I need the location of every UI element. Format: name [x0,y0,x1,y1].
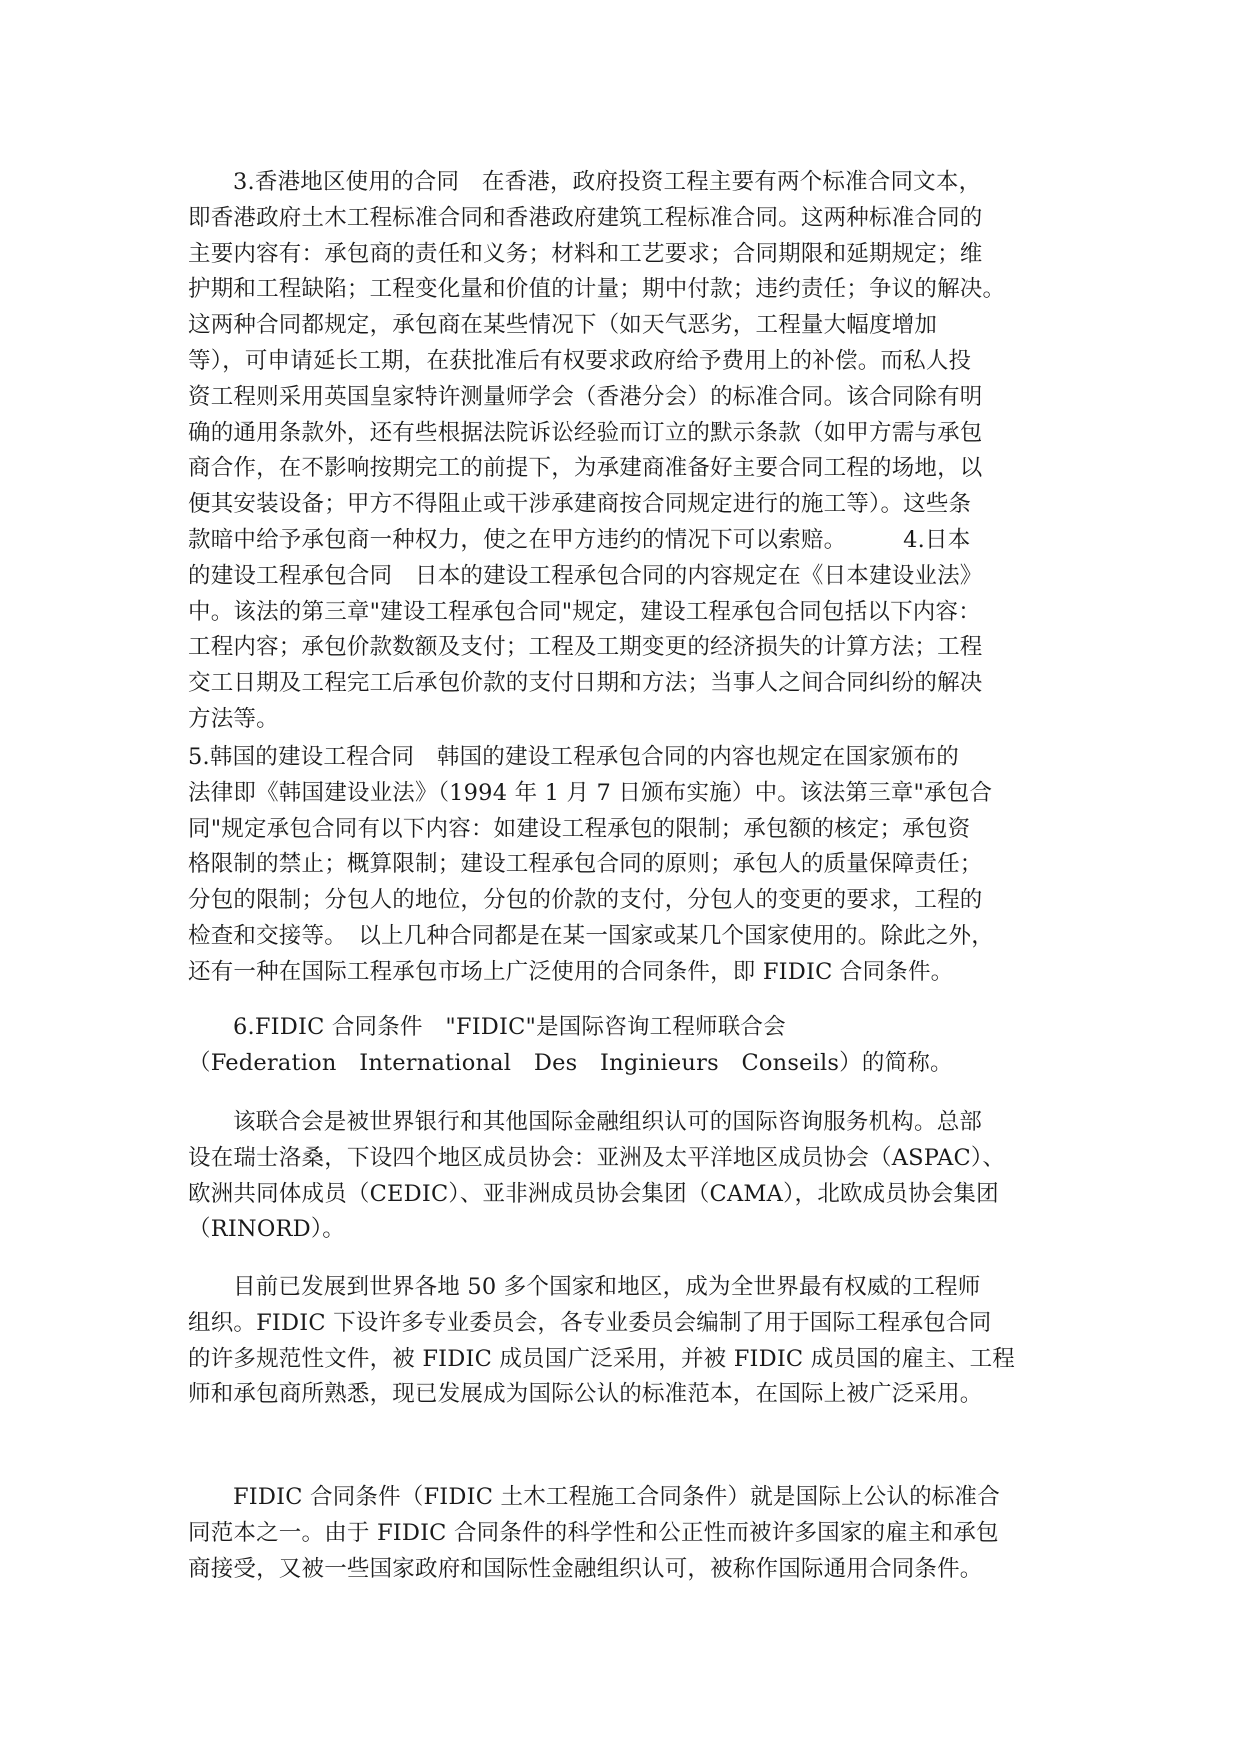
text-line: 这两种合同都规定，承包商在某些情况下（如天气恶劣，工程量大幅度增加 [188,312,938,339]
text-line: 工程内容；承包价款数额及支付；工程及工期变更的经济损失的计算方法；工程 [188,634,983,661]
text-line: 即香港政府土木工程标准合同和香港政府建筑工程标准合同。这两种标准合同的 [188,204,983,231]
paragraph-hongkong-contract [188,165,1058,738]
text-line: （RINORD）。 [188,1216,345,1243]
text-line: 的许多规范性文件，被 FIDIC 成员国广泛采用，并被 FIDIC 成员国的雇主、工程 [188,1345,1015,1372]
text-line: （Federation International Des Inginieurs Conseils）的简称。 [188,1049,953,1076]
text-line: 主要内容有：承包商的责任和义务；材料和工艺要求；合同期限和延期规定；维 [188,240,983,267]
paragraph-korea-contract [188,740,1058,991]
text-line: 该联合会是被世界银行和其他国际金融组织认可的国际咨询服务机构。总部 [233,1109,983,1135]
text-line: 确的通用条款外，还有些根据法院诉讼经验而订立的默示条款（如甲方需与承包 [188,419,983,446]
paragraph-fidic-scope [188,1270,1058,1413]
text-line: 商接受，又被一些国家政府和国际性金融组织认可，被称作国际通用合同条件。 [188,1555,983,1582]
paragraph-fidic-intro [188,1010,1058,1082]
text-line: 同范本之一。由于 FIDIC 合同条件的科学性和公正性而被许多国家的雇主和承包 [188,1519,999,1546]
text-line: 护期和工程缺陷；工程变化量和价值的计量；期中付款；违约责任；争议的解决。 [188,276,1006,303]
paragraph-fidic-contract-conditions [188,1480,1058,1587]
text-line: 格限制的禁止；概算限制；建设工程承包合同的原则；承包人的质量保障责任； [188,851,983,878]
text-line: 设在瑞士洛桑，下设四个地区成员协会：亚洲及太平洋地区成员协会（ASPAC）、 [188,1144,1006,1171]
text-line: 中。该法的第三章"建设工程承包合同"规定，建设工程承包合同包括以下内容： [188,598,981,625]
paragraph-fidic-organization [188,1105,1058,1248]
text-line: 6.FIDIC 合同条件 "FIDIC"是国际咨询工程师联合会 [233,1014,786,1040]
text-line: 分包的限制；分包人的地位，分包的价款的支付，分包人的变更的要求，工程的 [188,887,983,914]
text-line: 欧洲共同体成员（CEDIC）、亚非洲成员协会集团（CAMA），北欧成员协会集团 [188,1180,999,1207]
text-line: 款暗中给予承包商一种权力，使之在甲方违约的情况下可以索赔。 4.日本 [188,526,971,553]
text-line: 5.韩国的建设工程合同 韩国的建设工程承包合同的内容也规定在国家颁布的 [188,744,959,770]
text-line: 检查和交接等。 以上几种合同都是在某一国家或某几个国家使用的。除此之外， [188,922,994,949]
text-line: 师和承包商所熟悉，现已发展成为国际公认的标准范本，在国际上被广泛采用。 [188,1381,983,1408]
text-line: 资工程则采用英国皇家特许测量师学会（香港分会）的标准合同。该合同除有明 [188,383,983,410]
text-line: 还有一种在国际工程承包市场上广泛使用的合同条件，即 FIDIC 合同条件。 [188,958,954,985]
text-line: 方法等。 [188,705,279,732]
text-line: 法律即《韩国建设业法》（1994 年 1 月 7 日颁布实施）中。该法第三章"承包合 [188,779,993,806]
text-line: FIDIC 合同条件（FIDIC 土木工程施工合同条件）就是国际上公认的标准合 [233,1484,1000,1510]
text-line: 目前已发展到世界各地 50 多个国家和地区，成为全世界最有权威的工程师 [233,1274,981,1300]
text-line: 便其安装设备；甲方不得阻止或干涉承建商按合同规定进行的施工等）。这些条 [188,491,972,518]
text-line: 同"规定承包合同有以下内容：如建设工程承包的限制；承包额的核定；承包资 [188,815,971,842]
text-line: 等），可申请延长工期，在获批准后有权要求政府给予费用上的补偿。而私人投 [188,347,972,374]
text-line: 商合作，在不影响按期完工的前提下，为承建商准备好主要合同工程的场地，以 [188,455,983,482]
text-line: 组织。FIDIC 下设许多专业委员会，各专业委员会编制了用于国际工程承包合同 [188,1309,992,1336]
text-line: 的建设工程承包合同 日本的建设工程承包合同的内容规定在《日本建设业法》 [188,562,983,589]
text-line: 3.香港地区使用的合同 在香港，政府投资工程主要有两个标准合同文本， [233,169,982,195]
text-line: 交工日期及工程完工后承包价款的支付日期和方法；当事人之间合同纠纷的解决 [188,670,983,697]
